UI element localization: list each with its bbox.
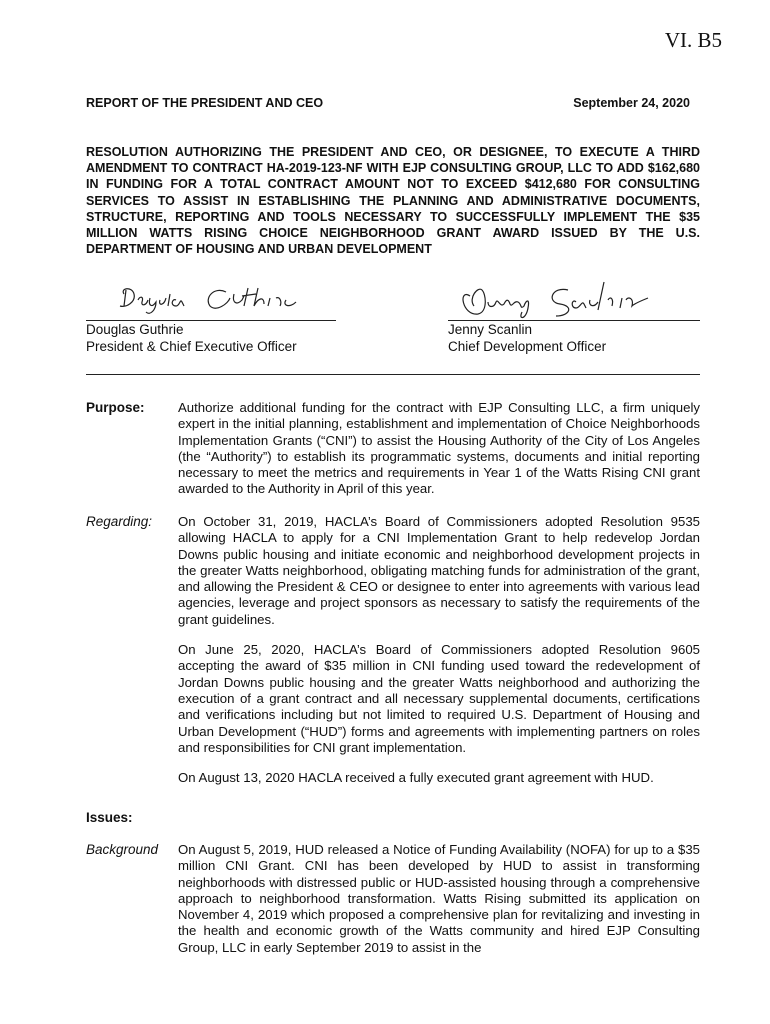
background-text: On August 5, 2019, HUD released a Notice of Funding Availability (NOFA) for up to a $35 million CNI Grant. CNI has been developed by HUD to assist in transforming neighborhoods with distressed public or HUD-assisted housing through a comprehensive approach to neighborhood transformation. Watts Rising submitted its application on November 4, 2019 which proposed a comprehensive plan for revitalizing and investing in the health and economic growth of the Watts community and hired EJP Consulting Group, LLC in early September 2019 to assist in the (178, 842, 700, 955)
section-divider (86, 374, 700, 375)
purpose-text: Authorize additional funding for the contract with EJP Consulting LLC, a firm uniquely expert in the initial planning, establishment and implementation of Choice Neighborhoods Implementation Grants (“CNI”) to assist the Housing Authority of the City of Los Angeles (the “Authority”) to establish its programmatic systems, documents and initial reporting necessary to meet the metrics and requirements in Year 1 of the Watts Rising CNI grant awarded to the Authority in April of this year. (178, 400, 700, 497)
purpose-label: Purpose: (86, 400, 145, 415)
regarding-label: Regarding: (86, 514, 153, 529)
signer-title: President & Chief Executive Officer (86, 339, 297, 354)
report-date: September 24, 2020 (573, 96, 690, 110)
signature-jenny-scanlin (448, 276, 700, 320)
signer-name: Jenny Scanlin (448, 322, 533, 337)
signature-block-development (448, 276, 700, 355)
page-label: VI. B5 (664, 28, 722, 52)
signature-block-president (86, 276, 336, 355)
background-label: Background (86, 842, 159, 857)
signer-name: Douglas Guthrie (86, 322, 184, 337)
signer-title: Chief Development Officer (448, 339, 607, 354)
regarding-text (178, 514, 700, 800)
report-heading: REPORT OF THE PRESIDENT AND CEO (86, 96, 324, 110)
regarding-paragraph: On June 25, 2020, HACLA’s Board of Commissioners adopted Resolution 9605 accepting the award of $35 million in CNI funding used toward the redevelopment of Jordan Downs public housing and the greater Watts neighborhood and authorizing the execution of a grant contract and all necessary supplemental documents, certifications and verifications including but not limited to required U.S. Department of Housing and Urban Development (“HUD”) forms and agreements with implementing partners on roles and responsibilities for CNI grant implementation. (178, 642, 700, 755)
regarding-paragraph: On August 13, 2020 HACLA received a fully executed grant agreement with HUD. (178, 770, 654, 786)
issues-label: Issues: (86, 810, 133, 825)
regarding-paragraph: On October 31, 2019, HACLA’s Board of Commissioners adopted Resolution 9535 allowing HACLA to apply for a CNI Implementation Grant to help redevelop Jordan Downs public housing and initiate economic and neighborhood development projects in the greater Watts neighborhood, obligating matching funds for administration of the grant, and allowing the President & CEO or designee to enter into agreements with various lead agencies, leverage and project sponsors as necessary to satisfy the requirements of the grant guidelines. (178, 514, 700, 627)
signature-douglas-guthrie (86, 276, 336, 320)
resolution-title: RESOLUTION AUTHORIZING THE PRESIDENT AND CEO, OR DESIGNEE, TO EXECUTE A THIRD AMENDMENT TO CONTRACT HA-2019-123-NF WITH EJP CONSULTING GROUP, LLC TO ADD $162,680 IN FUNDING FOR A TOTAL CONTRACT AMOUNT NOT TO EXCEED $412,680 FOR CONSULTING SERVICES TO ASSIST IN ESTABLISHING THE PLANNING AND ADMINISTRATIVE DOCUMENTS, STRUCTURE, REPORTING AND TOOLS NECESSARY TO SUCCESSFULLY IMPLEMENT THE $35 MILLION WATTS RISING CHOICE NEIGHBORHOOD GRANT AWARD ISSUED BY THE U.S. DEPARTMENT OF HOUSING AND URBAN DEVELOPMENT (86, 145, 700, 257)
